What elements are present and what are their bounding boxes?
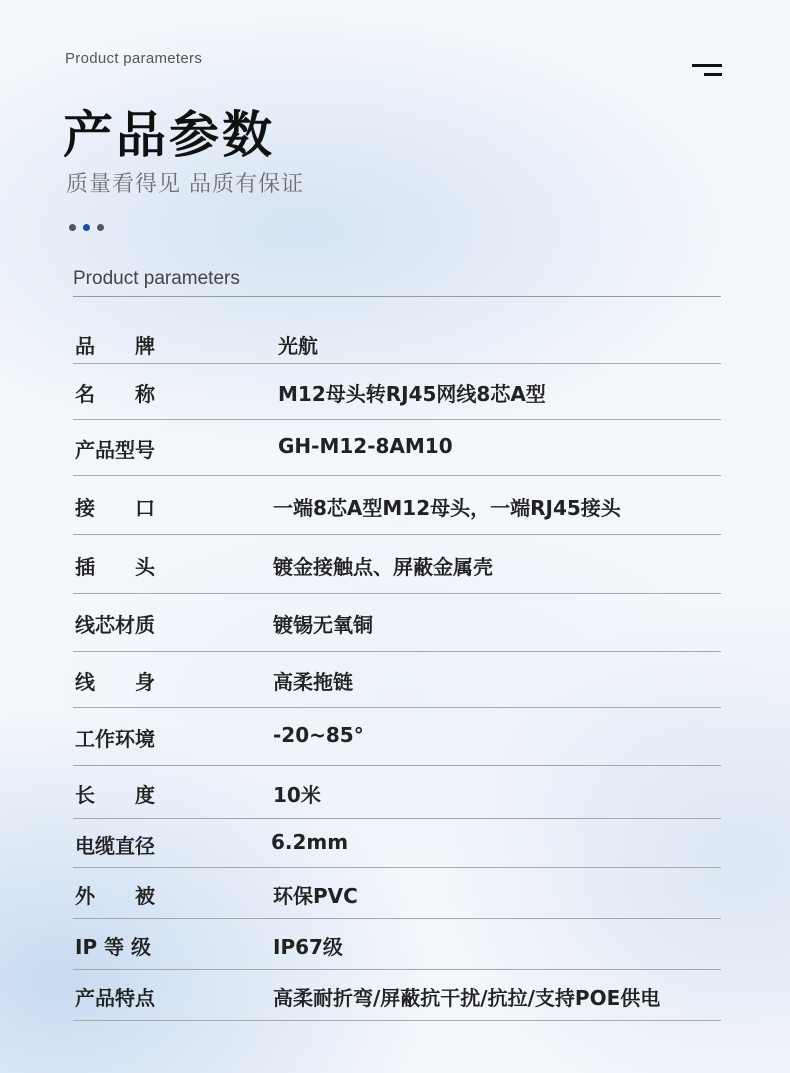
menu-icon-bar-top [692, 64, 722, 67]
menu-icon[interactable] [692, 64, 722, 78]
row-value: 高柔拖链 [273, 670, 353, 694]
table-row [73, 707, 721, 766]
pagination-dots [69, 224, 104, 231]
row-value: 镀金接触点、屏蔽金属壳 [273, 555, 493, 579]
row-value: 6.2mm [271, 830, 349, 854]
row-label: 电缆直径 [75, 834, 155, 858]
table-row [73, 867, 721, 919]
row-label: 插 头 [75, 555, 155, 579]
dot-icon-active [83, 224, 90, 231]
row-value: IP67级 [273, 935, 343, 959]
row-label: 长 度 [75, 783, 155, 807]
row-label: 名 称 [75, 382, 155, 406]
row-label: 外 被 [75, 884, 155, 908]
table-row [73, 818, 721, 868]
row-value: 环保PVC [273, 884, 358, 908]
table-row [73, 918, 721, 970]
dot-icon [69, 224, 76, 231]
eyebrow-text: Product parameters [65, 50, 203, 67]
row-value: 镀锡无氧铜 [273, 613, 373, 637]
table-row [73, 363, 721, 420]
row-value: M12母头转RJ45网线8芯A型 [278, 382, 546, 406]
row-label: 工作环境 [75, 727, 155, 751]
row-label: 品 牌 [75, 334, 155, 358]
table-row [73, 320, 721, 364]
row-label: 产品型号 [75, 438, 155, 462]
row-value: -20~85° [273, 723, 364, 747]
row-value: 10米 [273, 783, 321, 807]
row-label: 接 口 [75, 496, 155, 520]
table-row [73, 593, 721, 652]
row-label: IP 等 级 [75, 935, 152, 959]
page-subtitle: 质量看得见 品质有保证 [66, 172, 304, 197]
row-label: 线 身 [75, 670, 155, 694]
menu-icon-bar-bottom [704, 73, 722, 76]
row-label: 产品特点 [75, 986, 155, 1010]
table-row [73, 475, 721, 535]
page-title: 产品参数 [63, 106, 275, 164]
table-row [73, 765, 721, 819]
row-value: 一端8芯A型M12母头，一端RJ45接头 [273, 496, 621, 520]
row-value: GH-M12-8AM10 [278, 434, 453, 458]
table-row [73, 419, 721, 476]
row-value: 光航 [278, 334, 318, 358]
table-heading-text: Product parameters [73, 268, 240, 289]
row-value: 高柔耐折弯/屏蔽抗干扰/抗拉/支持POE供电 [273, 986, 661, 1010]
table-row [73, 651, 721, 708]
table-row [73, 534, 721, 594]
row-label: 线芯材质 [75, 613, 155, 637]
dot-icon [97, 224, 104, 231]
table-row [73, 969, 721, 1021]
table-heading [73, 268, 721, 297]
